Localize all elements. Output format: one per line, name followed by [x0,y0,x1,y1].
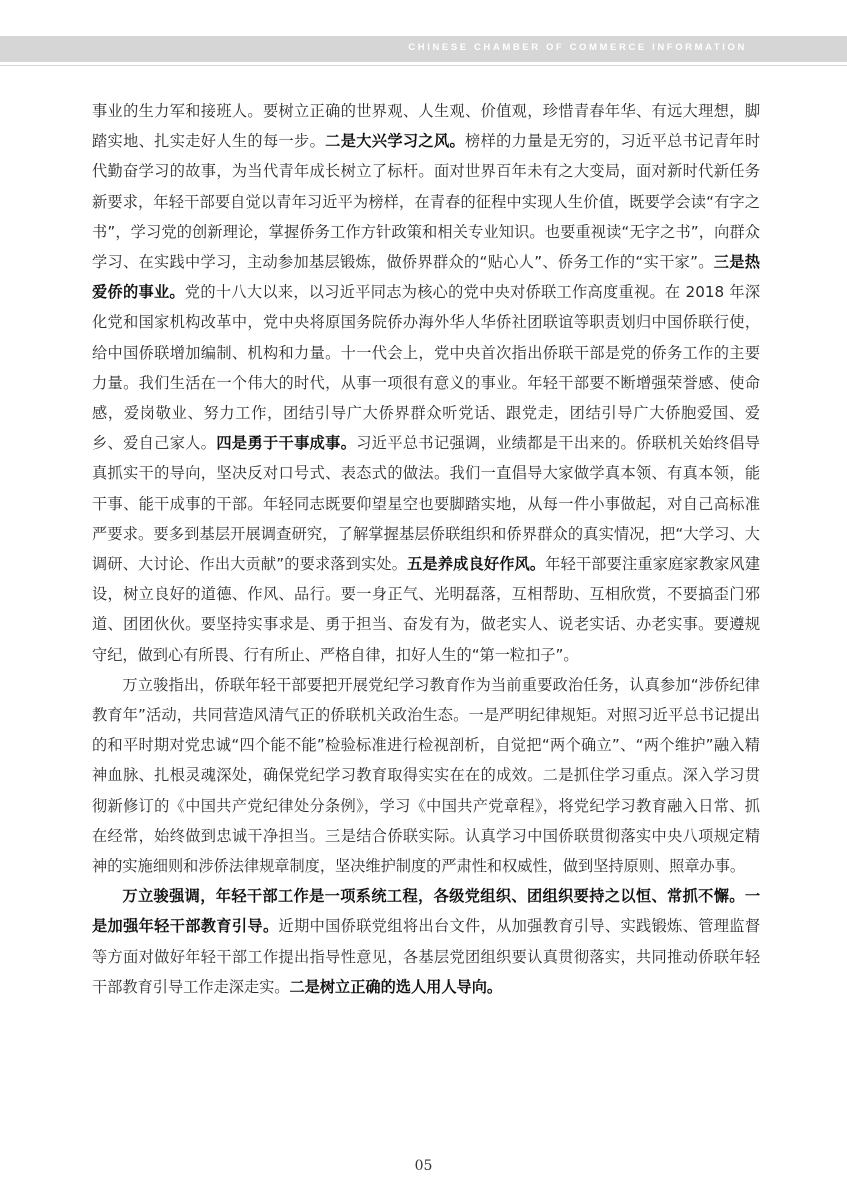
bold-heading-run: 二是大兴学习之风。 [325,132,466,151]
article-paragraph [92,670,760,881]
page-number: 05 [414,1158,433,1174]
text-run: 榜样的力量是无穷的，习近平总书记青年时代勤奋学习的故事，为当代青年成长树立了标杆。面对世界百年未有之大变局，面对新时代新任务新要求，年轻干部要自觉以青年习近平为榜样，在青春的征程中实现人生价值，既要学会读“有字之书”，学习党的创新理论，掌握侨务工作方针政策和相关专业知识。也要重视读“无字之书”，向群众学习、在实践中学习，主动参加基层锻炼，做侨界群众的“贴心人”、侨务工作的“实干家”。 [92,132,761,272]
bold-heading-run: 五是养成良好作风。 [407,555,546,574]
bold-heading-run: 四是勇于干事成事。 [216,434,357,453]
text-run: 习近平总书记强调，业绩都是干出来的。侨联机关始终倡导真抓实干的导向，坚决反对口号式、表态式的做法。我们一直倡导大家做学真本领、有真本领，能干事、能干成事的干部。年轻同志既要仰望星空也要脚踏实地，从每一件小事做起，对自己高标准严要求。要多到基层开展调查研究，了解掌握基层侨联组织和侨界群众的真实情况，把“大学习、大调研、大讨论、作出大贡献”的要求落到实处。 [92,434,761,574]
bold-heading-run: 二是树立正确的选人用人导向。 [289,977,503,996]
text-run: 近期中国侨联党组将出台文件，从加强教育引导、实践锻炼、管理监督等方面对做好年轻干部工作提出指导性意见，各基层党团组织要认真贯彻落实，共同推动侨联年轻干部教育引导工作走深走实。 [92,917,761,996]
bold-heading-run: 三是热爱侨的事业。 [92,253,760,302]
article-paragraph [92,96,760,670]
article-paragraph [92,881,760,1002]
header-rule [0,65,847,66]
text-run: 万立骏指出，侨联年轻干部要把开展党纪学习教育作为当前重要政治任务，认真参加“涉侨纪律教育年”活动，共同营造风清气正的侨联机关政治生态。一是严明纪律规矩。对照习近平总书记提出的和平时期对党忠诚“四个能不能”检验标准进行检视剖析，自觉把“两个确立”、“两个维护”融入精神血脉、扎根灵魂深处，确保党纪学习教育取得实实在在的成效。二是抓住学习重点。深入学习贯彻新修订的《中国共产党纪律处分条例》，学习《中国共产党章程》，将党纪学习教育融入日常、抓在经常，始终做到忠诚干净担当。三是结合侨联实际。认真学习中国侨联贯彻落实中央八项规定精神的实施细则和涉侨法律规章制度，坚决维护制度的严肃性和权威性，做到坚持原则、照章办事。 [92,675,760,876]
bold-heading-run: 万立骏强调，年轻干部工作是一项系统工程，各级党组织、团组织要持之以恒、常抓不懈。一是加强年轻干部教育引导。 [92,887,760,936]
text-run: 事业的生力军和接班人。要树立正确的世界观、人生观、价值观，珍惜青春年华、有远大理想，脚踏实地、扎实走好人生的每一步。 [92,102,760,151]
text-run: 党的十八大以来，以习近平同志为核心的党中央对侨联工作高度重视。在 2018 年深化党和国家机构改革中，党中央将原国务院侨办海外华人华侨社团联谊等职责划归中国侨联行使，给中国侨联增加编制、机构和力量。十一代会上，党中央首次指出侨联干部是党的侨务工作的主要力量。我们生活在一个伟大的时代，从事一项很有意义的事业。年轻干部要不断增强荣誉感、使命感，爱岗敬业、努力工作，团结引导广大侨界群众听党话、跟党走，团结引导广大侨胞爱国、爱乡、爱自己家人。 [92,283,761,453]
article-body [92,96,760,1002]
text-run: 年轻干部要注重家庭家教家风建设，树立良好的道德、作风、品行。要一身正气、光明磊落，互相帮助、互相欣赏，不要搞歪门邪道、团团伙伙。要坚持实事求是、勇于担当、奋发有为，做老实人、说老实话、办老实事。要遵规守纪，做到心有所畏、行有所止、严格自律，扣好人生的“第一粒扣子”。 [92,555,761,664]
publication-header: CHINESE CHAMBER OF COMMERCE INFORMATION [408,42,747,53]
